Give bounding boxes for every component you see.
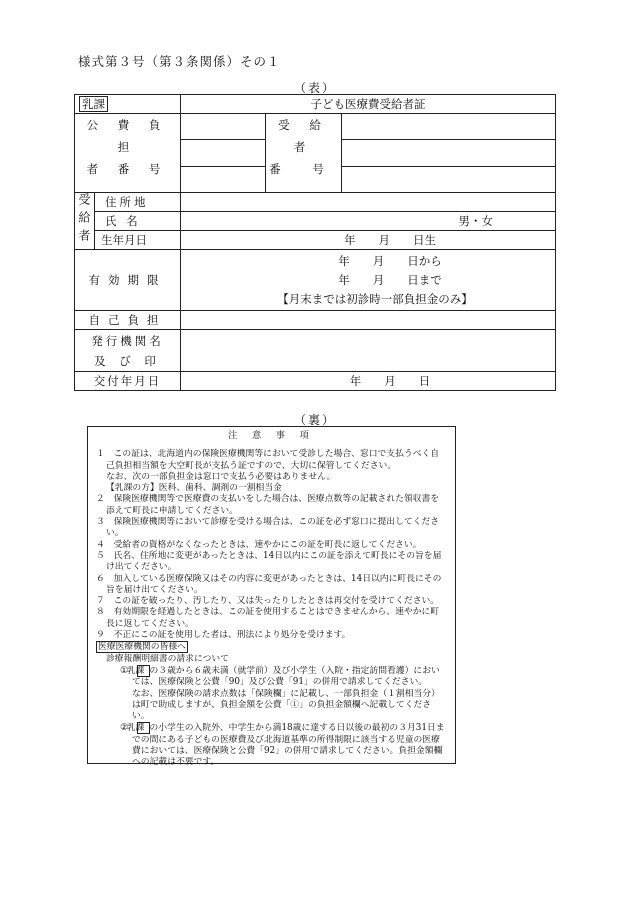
validity-label: 有効期限: [75, 250, 181, 311]
certificate-title: 子ども医療費受給者証: [181, 95, 556, 114]
issue-date-label: 交付年月日: [75, 372, 181, 391]
notice-item-8: ８ 有効期限を経過したときは、この証を使用することはできませんから、速やかに町長に返してください。: [96, 607, 440, 629]
notice-item-5: ５ 氏名、住所地に変更があったときは、14日以内にこの証を添えて町長にその旨を届け出てください。: [96, 550, 442, 573]
public-payer-label: 公 費 負 担 者 番 号: [75, 114, 181, 193]
notice-item-1: １ この証は、北海道内の保険医療機関等において受診した場合、窓口で支払うべく自己負担相当額を大空町長が支払う証ですので、大切に保管してください。: [96, 449, 440, 471]
recipient-number-field[interactable]: [342, 140, 556, 166]
address-field[interactable]: [181, 193, 556, 212]
certificate-table: [74, 94, 556, 391]
valid-until: 年 月 日まで: [338, 272, 442, 287]
issue-date-field[interactable]: 年 月 日: [181, 372, 556, 391]
front-side-label: （表）: [293, 81, 336, 95]
public-payer-number-field[interactable]: [181, 140, 266, 166]
recipient-vertical-label: 受給者: [75, 193, 95, 250]
name-label: 氏 名: [95, 212, 181, 231]
notice-heading: 注 意 事 項: [228, 431, 315, 441]
staff-heading: 医療医療機関の皆様へ: [98, 642, 186, 653]
notice-item-7: ７ この証を破ったり、汚したり、又は失ったりしたときは再交付を受けてください。: [96, 596, 440, 607]
address-label: 住所地: [95, 193, 181, 212]
program-badge: 乳課: [79, 96, 108, 112]
validity-note: 【月末までは初診時一部負担金のみ】: [277, 291, 473, 306]
back-side-label: （裏）: [293, 413, 336, 427]
copay-field[interactable]: [181, 311, 556, 330]
valid-from: 年 月 日から: [338, 253, 442, 268]
validity-field[interactable]: [181, 250, 556, 311]
dob-label: 生年月日: [95, 231, 181, 250]
staff-subheading: 診療報酬明細書の請求について: [106, 653, 229, 664]
recipient-number-label: 受 給 者 番 号: [266, 114, 342, 193]
public-payer-number-field[interactable]: [181, 114, 266, 140]
notice-item-4: ４ 受給者の資格がなくなったときは、速やかにこの証を町長に返してください。: [96, 539, 422, 550]
recipient-number-field[interactable]: [342, 114, 556, 140]
form-number-title: 様式第３号（第３条関係）その１: [78, 54, 281, 69]
notice-item-2: ２ 保険医療機関等で医療費の支払いをした場合は、医療点数等の記載された領収書を添えて町長に申請してください。: [96, 494, 440, 516]
issuer-label: 発行機関名 及 び 印: [75, 330, 181, 372]
dob-field[interactable]: 年 月 日生: [181, 231, 556, 250]
gender-field[interactable]: 男・女: [181, 212, 556, 231]
recipient-number-field[interactable]: [342, 166, 556, 192]
notice-item-3: ３ 保険医療機関等において診療を受ける場合は、この証を必ず窓口に提出してください。: [96, 517, 440, 539]
notice-item-1-bracket: 【乳課の方】医科、歯科、調剤の一割相当金: [106, 483, 282, 494]
staff-item-1: ① 乳課 の３歳から６歳未満（就学前）及び小学生（入院・指定訪問看護）においては、医療保険と公費「90」及び公費「91」の併用で請求してください。: [120, 665, 440, 688]
staff-item-2: ② 乳課 の小学生の入院外、中学生から満18歳に達する日以後の最初の３月31日までの間にある子どもの医療費及び北海道基準の所得制限に該当する児童の医療費においては、医療保険と公費「92」の併用で請求してください。負担金額欄への記載は不要です。: [120, 723, 445, 768]
staff-item-2-badge: 乳課: [137, 722, 150, 734]
notice-item-1-note: なお、次の一部負担金は窓口で支払う必要はありません。: [106, 471, 336, 482]
staff-item-1-badge: 乳課: [137, 665, 150, 677]
staff-section: [96, 641, 447, 653]
staff-item-1-note: なお、医療保険の請求点数は「保険欄」に記載し、一部負担金（１割相当分）は町で助成しますが、負担金額を公費「①」の負担金額欄へ記載してください。: [132, 688, 440, 722]
issuer-field[interactable]: [181, 330, 556, 372]
notice-item-6: ６ 加入している医療保険又はその内容に変更があったときは、14日以内に町長にその旨を届け出てください。: [96, 573, 442, 595]
copay-label: 自己負担: [75, 311, 181, 330]
notice-box: [87, 426, 456, 768]
notice-item-9: ９ 不正にこの証を使用した者は、刑法により処分を受けます。: [96, 630, 351, 641]
public-payer-number-field[interactable]: [181, 166, 266, 192]
badge-cell: [75, 95, 181, 114]
